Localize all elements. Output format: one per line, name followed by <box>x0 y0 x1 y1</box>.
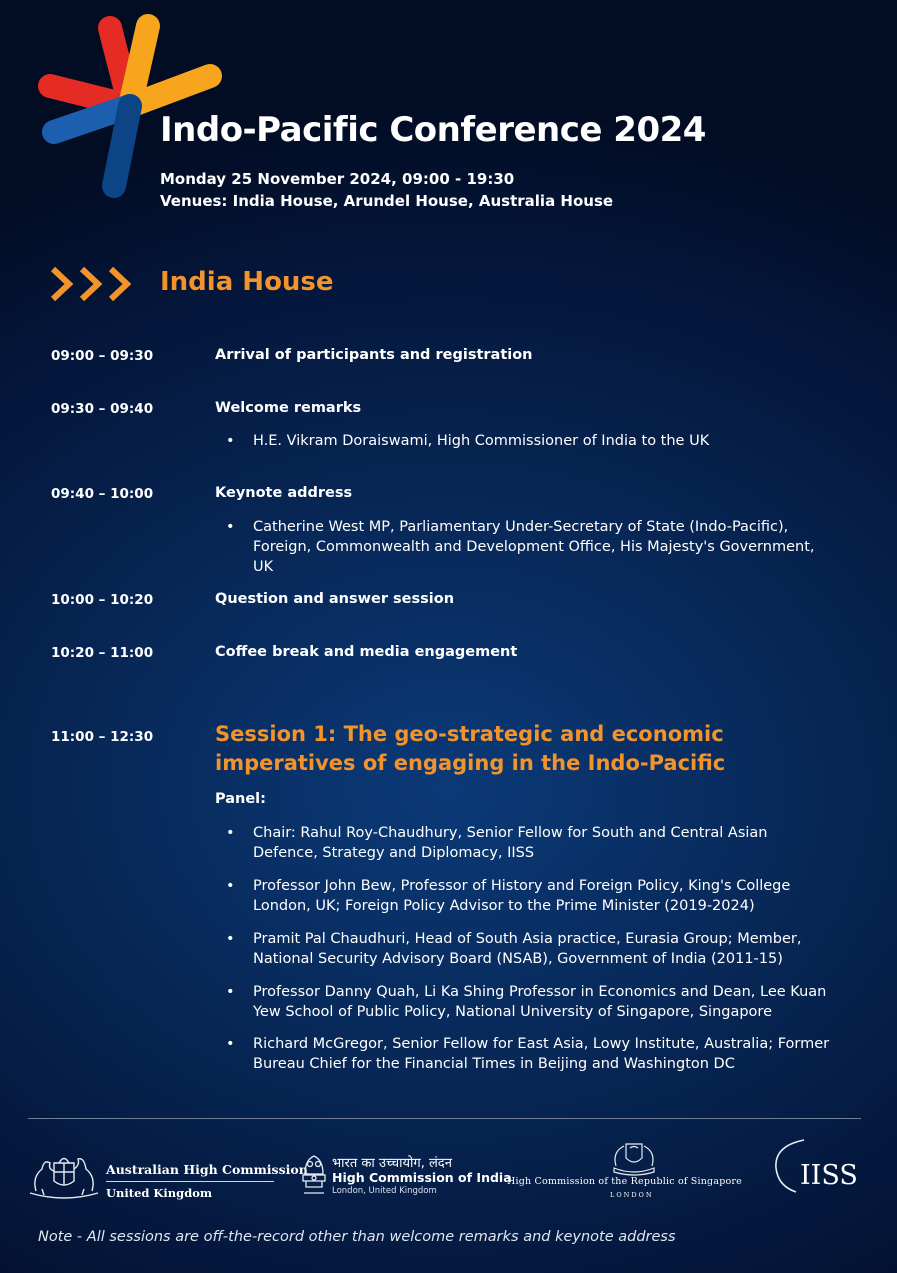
panelist-bullet: • Pramit Pal Chaudhuri, Head of South Asia practice, Eurasia Group; Member, National Security Advisory Board (NSAB), Government of India (2011-15) <box>226 929 836 969</box>
agenda-time: 09:30 – 09:40 <box>51 401 154 417</box>
lion-capital-emblem-icon <box>300 1152 328 1198</box>
australian-coat-of-arms-icon <box>26 1143 102 1205</box>
agenda-time: 10:00 – 10:20 <box>51 592 154 608</box>
agenda-time: 09:00 – 09:30 <box>51 348 154 364</box>
singapore-hc-name: High Commission of the Republic of Singapore <box>507 1176 742 1187</box>
agenda-item-title: Welcome remarks <box>215 400 362 416</box>
australian-hc-location: United Kingdom <box>106 1186 213 1200</box>
page-title: Indo-Pacific Conference 2024 <box>160 110 706 150</box>
india-hc-name: High Commission of India <box>332 1170 512 1185</box>
footer-note: Note - All sessions are off-the-record other than welcome remarks and keynote address <box>38 1229 676 1245</box>
iiss-name: IISS <box>800 1160 858 1191</box>
panel-label: Panel: <box>215 791 266 807</box>
panelist-bullet: • Chair: Rahul Roy-Chaudhury, Senior Fellow for South and Central Asian Defence, Strategy and Diplomacy, IISS <box>226 823 836 863</box>
singapore-crest-icon <box>610 1138 658 1176</box>
agenda-time: 09:40 – 10:00 <box>51 486 154 502</box>
agenda-item-title: Question and answer session <box>215 591 455 607</box>
agenda-time: 10:20 – 11:00 <box>51 645 154 661</box>
australian-hc-divider <box>106 1181 274 1182</box>
panelist-bullet: • Richard McGregor, Senior Fellow for East Asia, Lowy Institute, Australia; Former Bureau Chief for the Financial Times in Beijing and Washington DC <box>226 1034 836 1074</box>
agenda-item-title: Coffee break and media engagement <box>215 644 518 660</box>
singapore-hc-location: LONDON <box>610 1191 654 1199</box>
speaker-bullet: • Catherine West MP, Parliamentary Under-Secretary of State (Indo-Pacific), Foreign, Commonwealth and Development Office, His Majesty's Government, UK <box>226 517 836 577</box>
australian-hc-name: Australian High Commission <box>106 1162 308 1177</box>
panelist-bullet: • Professor John Bew, Professor of History and Foreign Policy, King's College London, UK; Foreign Policy Advisor to the Prime Minister (2019-2024) <box>226 876 836 916</box>
speaker-bullet: • H.E. Vikram Doraiswami, High Commissioner of India to the UK <box>226 431 836 451</box>
session-title: Session 1: The geo-strategic and economic imperatives of engaging in the Indo-Pacific <box>215 722 726 775</box>
triple-chevron-icon <box>48 264 142 304</box>
section-title: India House <box>160 267 334 297</box>
panelist-bullet: • Professor Danny Quah, Li Ka Shing Professor in Economics and Dean, Lee Kuan Yew School of Public Policy, National University of Singapore, Singapore <box>226 982 836 1022</box>
agenda-item-title: Keynote address <box>215 485 353 501</box>
india-hc-hindi-name: भारत का उच्चायोग, लंदन <box>332 1156 452 1171</box>
date-line: Monday 25 November 2024, 09:00 - 19:30 <box>160 170 515 188</box>
agenda-item-title: Arrival of participants and registration <box>215 347 533 363</box>
venues-line: Venues: India House, Arundel House, Australia House <box>160 192 614 210</box>
footer-divider <box>28 1118 861 1119</box>
session-time: 11:00 – 12:30 <box>51 729 154 745</box>
india-hc-location: London, United Kingdom <box>332 1186 437 1196</box>
